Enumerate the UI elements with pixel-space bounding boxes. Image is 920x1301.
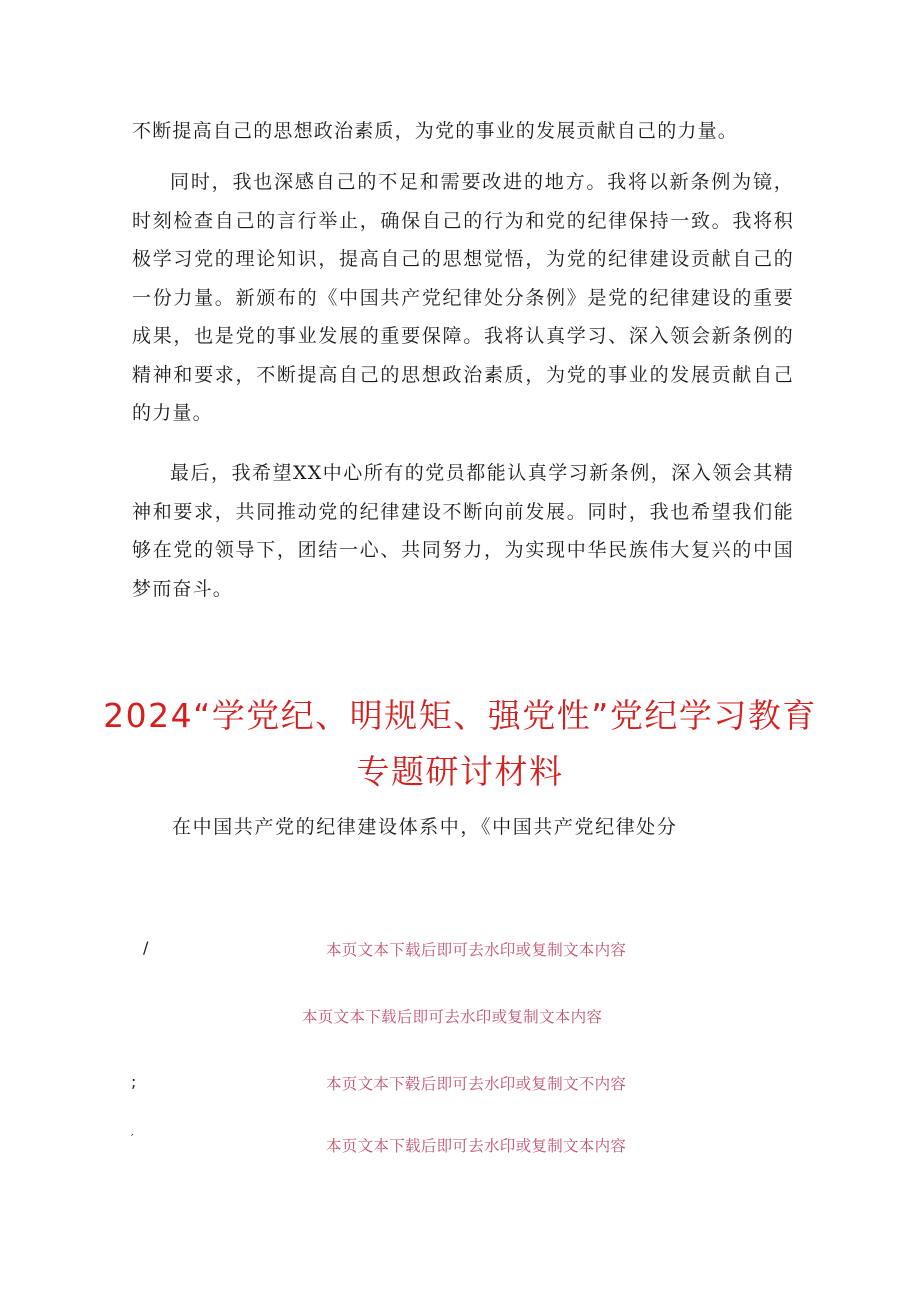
watermark-text: 本页文本下毂后即可去水印或复制文不内容	[326, 1075, 627, 1093]
watermark-text: 本页文本下载后即可去水印或复制文本内容	[326, 941, 627, 959]
stray-mark: ′	[131, 1132, 134, 1145]
paragraph-reflection: 同时，我也深感自己的不足和需要改进的地方。我将以新条例为镜，时刻检查自己的言行举止，确保自己的行为和党的纪律保持一致。我将积极学习党的理论知识，提高自己的思想觉悟，为党的纪律建设贡献自己的一份力量。新颁布的《中国共产党纪律处分条例》是党的纪律建设的重要成果，也是党的事业发展的重要保障。我将认真学习、深入领会新条例的精神和要求，不断提高自己的思想政治素质，为党的事业的发展贡献自己的力量。	[132, 171, 794, 424]
paragraph-continuation: 不断提高自己的思想政治素质，为党的事业的发展贡献自己的力量。	[132, 120, 739, 142]
watermark-text: 本页文本下载后即可去水印或复制文本内容	[302, 1008, 603, 1026]
stray-mark: ;	[131, 1072, 137, 1091]
intro-line: 在中国共产党的纪律建设体系中，《中国共产党纪律处分	[172, 816, 678, 838]
watermark-text: 本页文本下载后即可去水印或复制文本内容	[326, 1137, 627, 1155]
section-title: 2024“学党纪、明规矩、强党性”党纪学习教育专题研讨材料	[103, 696, 817, 791]
paragraph-conclusion: 最后，我希望XX中心所有的党员都能认真学习新条例，深入领会其精神和要求，共同推动党的纪律建设不断向前发展。同时，我也希望我们能够在党的领导下，团结一心、共同努力，为实现中华民族伟大复兴的中国梦而奋斗。	[132, 462, 794, 600]
stray-mark: /	[143, 938, 149, 957]
